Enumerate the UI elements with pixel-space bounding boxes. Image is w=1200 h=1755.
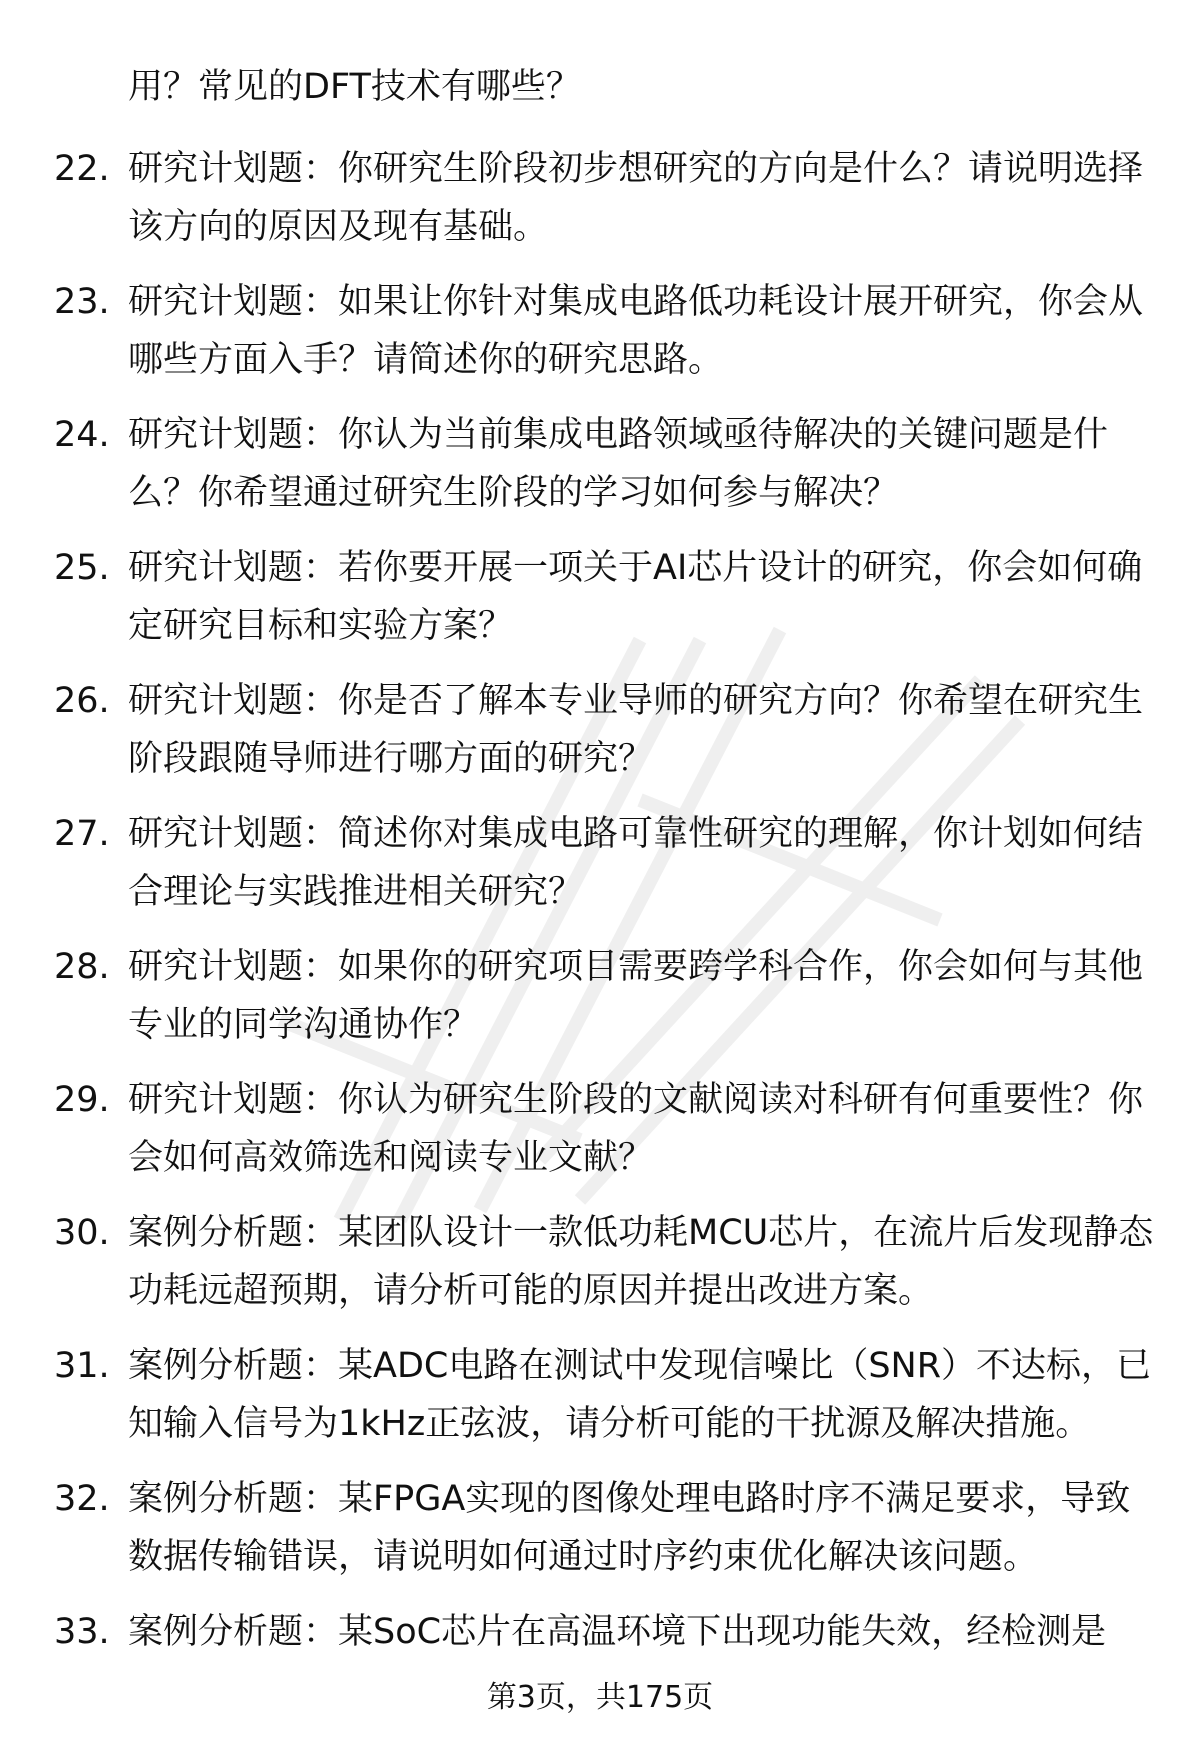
list-item	[0, 1337, 1200, 1470]
question-number: 24.	[54, 415, 110, 455]
list-item	[0, 140, 1200, 273]
list-item	[0, 672, 1200, 805]
question-number: 29.	[54, 1080, 110, 1120]
question-text: 研究计划题：你认为当前集成电路领域亟待解决的关键问题是什么？你希望通过研究生阶段的学习如何参与解决？	[128, 415, 1109, 513]
question-text: 案例分析题：某FPGA实现的图像处理电路时序不满足要求，导致数据传输错误，请说明如何通过时序约束优化解决该问题。	[128, 1479, 1131, 1577]
question-number: 32.	[54, 1479, 110, 1519]
question-number: 30.	[54, 1213, 110, 1253]
question-text: 研究计划题：你研究生阶段初步想研究的方向是什么？请说明选择该方向的原因及现有基础。	[128, 149, 1144, 247]
question-text: 研究计划题：如果让你针对集成电路低功耗设计展开研究，你会从哪些方面入手？请简述你的研究思路。	[128, 282, 1144, 380]
list-item	[0, 539, 1200, 672]
question-text: 研究计划题：简述你对集成电路可靠性研究的理解，你计划如何结合理论与实践推进相关研究？	[128, 814, 1144, 912]
question-number: 33.	[54, 1612, 110, 1652]
question-number: 31.	[54, 1346, 110, 1386]
question-text: 案例分析题：某ADC电路在测试中发现信噪比（SNR）不达标，已知输入信号为1kHz正弦波，请分析可能的干扰源及解决措施。	[128, 1346, 1152, 1444]
question-text: 研究计划题：你是否了解本专业导师的研究方向？你希望在研究生阶段跟随导师进行哪方面的研究？	[128, 681, 1144, 779]
question-number: 28.	[54, 947, 110, 987]
continued-question-line: 用？常见的DFT技术有哪些？	[128, 67, 581, 107]
question-text: 案例分析题：某SoC芯片在高温环境下出现功能失效，经检测是	[128, 1612, 1107, 1652]
question-number: 25.	[54, 548, 110, 588]
page-number-footer: 第3页，共175页	[486, 1680, 714, 1715]
question-text: 研究计划题：你认为研究生阶段的文献阅读对科研有何重要性？你会如何高效筛选和阅读专业文献？	[128, 1080, 1144, 1178]
question-number: 22.	[54, 149, 110, 189]
list-item	[0, 273, 1200, 406]
question-number: 26.	[54, 681, 110, 721]
list-item	[0, 805, 1200, 938]
list-item	[0, 938, 1200, 1071]
question-number: 27.	[54, 814, 110, 854]
question-text: 案例分析题：某团队设计一款低功耗MCU芯片，在流片后发现静态功耗远超预期，请分析可能的原因并提出改进方案。	[128, 1213, 1154, 1311]
list-item	[0, 406, 1200, 539]
list-item	[0, 1470, 1200, 1603]
list-item	[0, 1071, 1200, 1204]
question-text: 研究计划题：如果你的研究项目需要跨学科合作，你会如何与其他专业的同学沟通协作？	[128, 947, 1144, 1045]
question-text: 研究计划题：若你要开展一项关于AI芯片设计的研究，你会如何确定研究目标和实验方案？	[128, 548, 1143, 646]
question-list	[0, 140, 1200, 1736]
list-item	[0, 1204, 1200, 1337]
question-number: 23.	[54, 282, 110, 322]
